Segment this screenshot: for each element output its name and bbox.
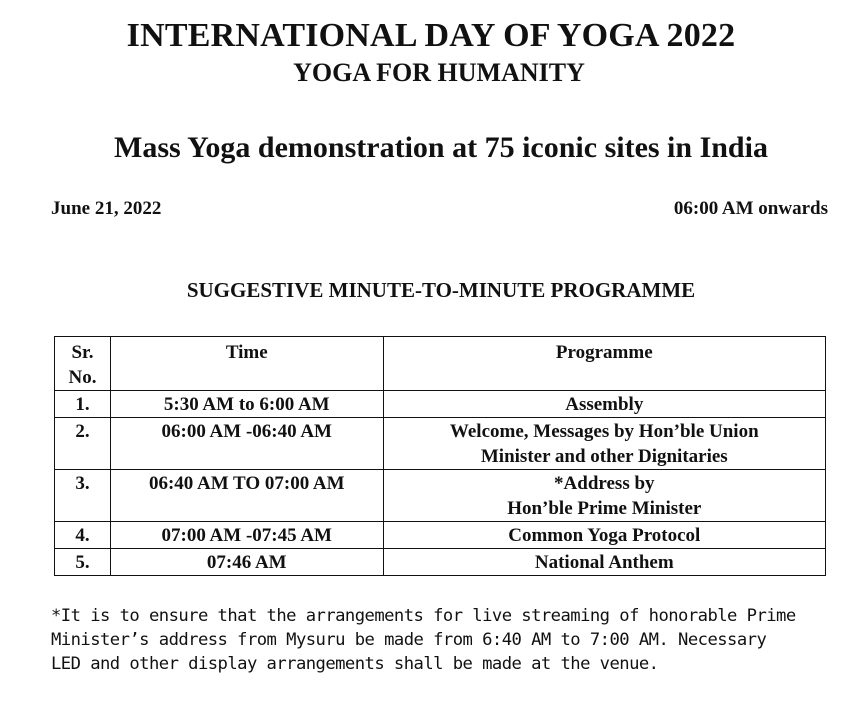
column-header-programme: Programme [383, 337, 825, 391]
programme-text: Common Yoga Protocol [508, 525, 701, 546]
footnote-line-1: *It is to ensure that the arrangements for live streaming of honorable Prime [51, 606, 796, 626]
footnote-line-3: LED and other display arrangements shall be made at the venue. [51, 654, 659, 674]
row-programme [383, 391, 825, 418]
table-row [55, 522, 826, 549]
sr-header-line-1: Sr. [71, 342, 94, 363]
programme-table [54, 336, 826, 576]
programme-text-line-2: Minister and other Dignitaries [480, 446, 728, 467]
row-sr-no: 4. [55, 522, 111, 549]
event-start-time: 06:00 AM onwards [673, 198, 828, 219]
row-time: 5:30 AM to 6:00 AM [110, 391, 383, 418]
programme-text: Assembly [565, 394, 644, 415]
event-date: June 21, 2022 [51, 198, 162, 219]
row-programme [383, 418, 825, 470]
table-row [55, 418, 826, 470]
row-time: 07:00 AM -07:45 AM [110, 522, 383, 549]
column-header-time: Time [110, 337, 383, 391]
table-row [55, 470, 826, 522]
footnote-line-2: Minister’s address from Mysuru be made from 6:40 AM to 7:00 AM. Necessary [51, 630, 767, 650]
programme-text: National Anthem [534, 552, 674, 573]
programme-heading: SUGGESTIVE MINUTE-TO-MINUTE PROGRAMME [186, 278, 696, 302]
row-time: 07:46 AM [110, 549, 383, 576]
table-row [55, 549, 826, 576]
row-time: 06:40 AM TO 07:00 AM [110, 470, 383, 522]
table-header-row [55, 337, 826, 391]
programme-text-line-1: Welcome, Messages by Hon’ble Union [449, 421, 759, 442]
footnote [51, 604, 829, 676]
row-programme [383, 470, 825, 522]
sr-header-line-2: No. [68, 367, 97, 388]
programme-text-line-2: Hon’ble Prime Minister [507, 498, 702, 519]
row-sr-no: 3. [55, 470, 111, 522]
row-programme [383, 549, 825, 576]
document-subtitle: YOGA FOR HUMANITY [293, 58, 585, 87]
column-header-sr-no [55, 337, 111, 391]
row-sr-no: 1. [55, 391, 111, 418]
table-row [55, 391, 826, 418]
programme-text-line-1: *Address by [554, 473, 655, 494]
row-programme [383, 522, 825, 549]
row-sr-no: 5. [55, 549, 111, 576]
event-headline: Mass Yoga demonstration at 75 iconic sites in India [114, 131, 768, 164]
row-time: 06:00 AM -06:40 AM [110, 418, 383, 470]
document-title: INTERNATIONAL DAY OF YOGA 2022 [126, 17, 736, 54]
row-sr-no: 2. [55, 418, 111, 470]
